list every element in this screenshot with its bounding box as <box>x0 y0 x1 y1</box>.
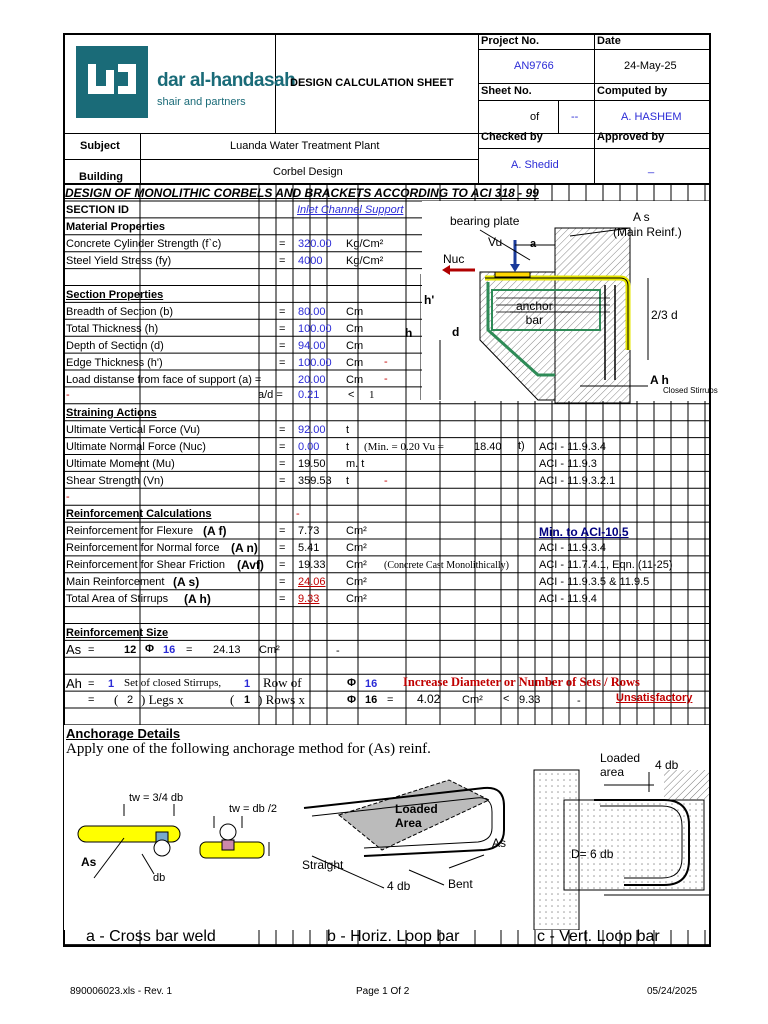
as-unit: Cm² <box>259 644 280 656</box>
row-note: ACI - 11.9.3.4 <box>539 542 607 554</box>
row-value: 7.73 <box>298 525 320 537</box>
loaded-area-label: Loaded Area <box>395 802 438 830</box>
bearing-plate-label: bearing plate <box>450 214 520 228</box>
ah-diameter: 16 <box>365 678 378 690</box>
subject-value: Luanda Water Treatment Plant <box>230 140 380 152</box>
main-reinf-label: (Main Reinf.) <box>613 225 682 239</box>
as-diameter: 16 <box>163 644 176 656</box>
loaded-area-right-label: Loaded area <box>600 751 641 779</box>
section-heading: Section Properties <box>66 289 164 301</box>
rows-diameter: 16 <box>365 694 378 706</box>
rows-open: ( <box>230 692 235 707</box>
row-note: ACI - 11.7.4.1, Eqn. (11-25) <box>539 559 673 571</box>
ah-phi: Φ <box>347 677 357 689</box>
as-mid-label: As <box>492 836 507 850</box>
monolithic-note: (Concrete Cast Monolithically) <box>384 560 509 571</box>
material-heading: Material Properties <box>66 221 166 233</box>
closed-stirrups-label: Closed Stirrups <box>663 386 718 395</box>
main-title: DESIGN OF MONOLITHIC CORBELS AND BRACKETS ACCORDING TO ACI 318 - 99 <box>65 186 539 200</box>
h-prime-label: h' <box>424 293 435 307</box>
straight-label: Straight <box>302 858 344 872</box>
row-eq: = <box>279 576 286 588</box>
row-eq: = <box>279 441 286 453</box>
as-label: As <box>66 642 82 657</box>
ah-lt: < <box>503 693 510 705</box>
row-symbol: (A h) <box>184 592 211 606</box>
legs-eq: = <box>88 694 95 706</box>
section-id-label: SECTION ID <box>66 204 129 216</box>
ah-area: 4.02 <box>417 692 441 706</box>
ah-label-diagram: A h <box>650 373 669 387</box>
rows-text: ) Rows x <box>258 692 305 707</box>
status-unsatisfactory: Unsatisfactory <box>616 692 693 704</box>
subject-label: Subject <box>80 140 120 152</box>
row-value: 20.00 <box>298 374 326 386</box>
row-label: Concrete Cylinder Strength (f`c) <box>66 238 222 250</box>
row-note: Min. to ACI-10.5 <box>539 525 629 539</box>
row-label: Reinforcement for Shear Friction <box>66 559 225 571</box>
row-unit: Cm² <box>346 559 367 571</box>
row-unit: m. t <box>346 458 365 470</box>
date-label: Date <box>597 35 621 47</box>
tw1-label: tw = 3/4 db <box>129 792 184 804</box>
ad-lt: < <box>348 389 355 401</box>
nuc-label: Nuc <box>443 252 465 266</box>
row-label: Ultimate Vertical Force (Vu) <box>66 424 201 436</box>
anchorage-diagrams <box>64 760 709 930</box>
building-value: Corbel Design <box>273 166 343 178</box>
reinf-size-heading: Reinforcement Size <box>66 627 169 639</box>
as-area: 24.13 <box>213 644 241 656</box>
straining-heading: Straining Actions <box>66 407 157 419</box>
computed-by: A. HASHEM <box>621 111 682 123</box>
row-note: ACI - 11.9.3.2.1 <box>539 475 616 487</box>
anchor-bar-label: anchor bar <box>516 299 553 327</box>
as-left-label: As <box>81 855 97 869</box>
row-label: Ultimate Moment (Mu) <box>66 458 175 470</box>
row-unit: t <box>346 424 350 436</box>
row-label: Reinforcement for Flexure <box>66 525 194 537</box>
row-symbol: (Avf) <box>237 558 264 572</box>
row-symbol: (A n) <box>231 541 258 555</box>
anchorage-heading: Anchorage Details <box>66 726 181 741</box>
min-unit: t) <box>518 440 525 452</box>
row-label: Edge Thickness (h') <box>66 357 163 369</box>
row-eq: = <box>279 424 286 436</box>
caption-horiz-loop-bar: b - Horiz. Loop bar <box>327 928 460 945</box>
date-value: 24-May-25 <box>624 60 677 72</box>
section-id-value: Inlet Channel Support <box>297 204 404 216</box>
footer-date: 05/24/2025 <box>647 986 698 997</box>
row-eq: = <box>279 255 286 267</box>
row-note: ACI - 11.9.4 <box>539 593 597 605</box>
row-label: Steel Yield Stress (fy) <box>66 255 172 267</box>
row-unit: Cm <box>346 374 364 386</box>
row-eq: = <box>279 475 286 487</box>
row-unit: Kg/Cm² <box>346 238 384 250</box>
row-value: 94.00 <box>298 340 326 352</box>
row-value: 24.06 <box>298 576 326 588</box>
row-label: Main Reinforcement <box>66 576 165 588</box>
row-label: Shear Strength (Vn) <box>66 475 164 487</box>
d6db-label: D= 6 db <box>571 847 614 861</box>
row-unit: Cm² <box>346 593 367 605</box>
building-label: Building <box>79 171 123 183</box>
bent-label: Bent <box>448 877 473 891</box>
four-db-right-label: 4 db <box>655 758 679 772</box>
tw2-label: tw = db /2 <box>229 803 278 815</box>
of-value: -- <box>571 111 579 123</box>
row-value: 4000 <box>298 255 323 267</box>
vu-label: Vu <box>488 235 503 249</box>
row-unit: t <box>346 441 350 453</box>
legs-open: ( <box>114 692 119 707</box>
as-label-diagram: A s <box>633 210 650 224</box>
a-label: a <box>530 238 537 250</box>
row-label: Breadth of Section (b) <box>66 306 174 318</box>
row-label: Total Thickness (h) <box>66 323 159 335</box>
reinf-calc-heading: Reinforcement Calculations <box>66 508 212 520</box>
row-label: Ultimate Normal Force (Nuc) <box>66 441 206 453</box>
ad-value: 0.21 <box>298 389 320 401</box>
approved-by-label: Approved by <box>597 131 665 143</box>
approved-by: _ <box>648 162 655 174</box>
row-label: Total Area of Stirrups <box>66 593 169 605</box>
footer-file: 890006023.xls - Rev. 1 <box>70 986 173 997</box>
as-count: 12 <box>124 644 137 656</box>
row-value: 9.33 <box>298 593 320 605</box>
row-note: ACI - 11.9.3.5 & 11.9.5 <box>539 576 650 588</box>
row-unit: Cm² <box>346 542 367 554</box>
row-unit: Cm² <box>346 576 367 588</box>
row-eq: = <box>279 306 286 318</box>
checked-by-label: Checked by <box>481 131 543 143</box>
ah-rows: 1 <box>244 678 251 690</box>
logo-text: dar al-handasah <box>157 70 296 91</box>
row-eq: = <box>279 458 286 470</box>
d-label: d <box>452 325 460 339</box>
row-symbol: (A s) <box>173 575 200 589</box>
as-eq2: = <box>186 644 193 656</box>
min-note: (Min. = 0.20 Vu = <box>364 441 444 453</box>
row-eq: = <box>279 525 286 537</box>
row-eq: = <box>279 323 286 335</box>
footer-page: Page 1 Of 2 <box>356 986 410 997</box>
legs-count: 2 <box>127 694 134 706</box>
ah-unit: Cm² <box>462 694 483 706</box>
of-label: of <box>530 111 540 123</box>
row-note: ACI - 11.9.3 <box>539 458 597 470</box>
row-value: 100.00 <box>298 357 332 369</box>
row-unit: Cm <box>346 323 364 335</box>
row-value: 19.50 <box>298 458 326 470</box>
min-value: 18.40 <box>474 441 502 453</box>
row-value: 19.33 <box>298 559 326 571</box>
row-unit: Cm <box>346 340 364 352</box>
row-value: 80.00 <box>298 306 326 318</box>
row-unit: Cm <box>346 357 364 369</box>
row-eq: = <box>279 238 286 250</box>
row-value: 359.53 <box>298 475 332 487</box>
rows-phi: Φ <box>347 694 357 706</box>
rows-eq: = <box>387 694 394 706</box>
row-eq: = <box>279 340 286 352</box>
row-note: ACI - 11.9.3.4 <box>539 441 607 453</box>
row-unit: Cm <box>346 306 364 318</box>
row-eq: = <box>279 593 286 605</box>
row-label: Depth of Section (d) <box>66 340 164 352</box>
legs-text: ) Legs x <box>141 692 184 707</box>
row-unit: Kg/Cm² <box>346 255 384 267</box>
row-value: 100.00 <box>298 323 332 335</box>
ah-sets-text: Set of closed Stirrups, <box>124 677 222 689</box>
row-unit: Cm² <box>346 525 367 537</box>
sheet-title: DESIGN CALCULATION SHEET <box>290 77 454 89</box>
project-no-label: Project No. <box>481 35 540 47</box>
rows-count: 1 <box>244 694 251 706</box>
sheet-no-label: Sheet No. <box>481 85 532 97</box>
row-eq: = <box>279 357 286 369</box>
row-value: 5.41 <box>298 542 320 554</box>
checked-by: A. Shedid <box>511 159 559 171</box>
project-no: AN9766 <box>514 60 554 72</box>
row-value: 0.00 <box>298 441 320 453</box>
caption-vert-loop-bar: c - Vert. Loop bar <box>537 928 660 945</box>
h-label: h <box>405 326 413 340</box>
ah-eq: = <box>88 678 95 690</box>
row-eq: = <box>279 542 286 554</box>
ah-label: Ah <box>66 676 82 691</box>
ah-sets: 1 <box>108 678 115 690</box>
row-value: 320.00 <box>298 238 332 250</box>
db-left-label: db <box>153 872 166 884</box>
row-symbol: (A f) <box>203 524 227 538</box>
row-label: Load distanse from face of support (a) = <box>66 374 262 386</box>
ad-label: a/d = <box>258 389 283 401</box>
four-db-mid-label: 4 db <box>387 879 411 893</box>
computed-by-label: Computed by <box>597 85 668 97</box>
ah-row-of: Row of <box>263 675 302 690</box>
ah-required: 9.33 <box>519 694 541 706</box>
row-value: 92.00 <box>298 424 326 436</box>
caption-cross-bar-weld: a - Cross bar weld <box>86 928 216 945</box>
as-eq: = <box>88 644 95 656</box>
phi-symbol: Φ <box>145 643 155 655</box>
two-thirds-d-label: 2/3 d <box>651 308 678 322</box>
ah-warning: Increase Diameter or Number of Sets / Rows <box>403 675 640 689</box>
row-eq: = <box>279 559 286 571</box>
row-label: Reinforcement for Normal force <box>66 542 220 554</box>
anchorage-instruction: Apply one of the following anchorage method for (As) reinf. <box>66 741 431 757</box>
logo-subtext: shair and partners <box>157 96 246 108</box>
row-unit: t <box>346 475 350 487</box>
ad-limit: 1 <box>369 389 375 401</box>
